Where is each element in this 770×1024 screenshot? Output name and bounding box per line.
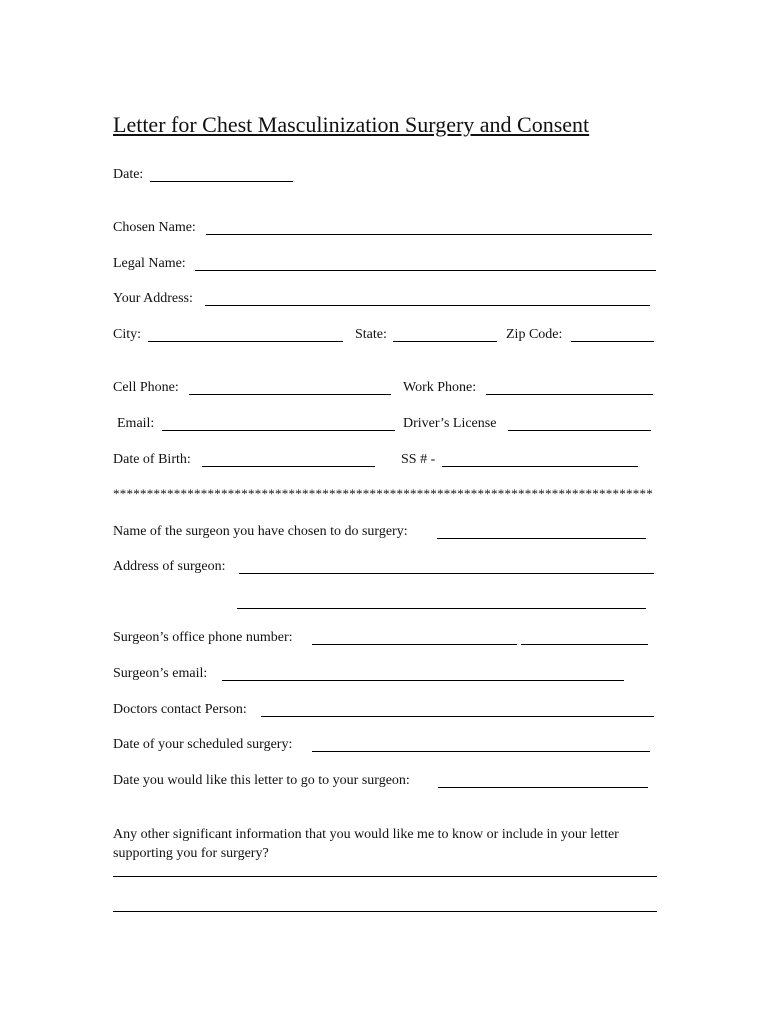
cell-phone-label: Cell Phone:: [113, 380, 179, 395]
chosen-name-field[interactable]: [206, 234, 652, 235]
city-field[interactable]: [148, 341, 343, 342]
chosen-name-label: Chosen Name:: [113, 220, 196, 235]
drivers-license-label: Driver’s License: [403, 416, 497, 431]
address-label: Your Address:: [113, 291, 193, 306]
surgeon-name-label: Name of the surgeon you have chosen to do surgery:: [113, 524, 408, 539]
date-field[interactable]: [150, 181, 293, 182]
legal-name-label: Legal Name:: [113, 256, 186, 271]
state-label: State:: [355, 327, 387, 342]
drivers-license-field[interactable]: [508, 430, 651, 431]
page-title: Letter for Chest Masculinization Surgery and Consent: [113, 112, 590, 137]
surgeon-phone-label: Surgeon’s office phone number:: [113, 630, 293, 645]
surgeon-address-label: Address of surgeon:: [113, 559, 226, 574]
ss-label: SS # -: [401, 452, 436, 467]
surgeon-name-field[interactable]: [437, 538, 646, 539]
work-phone-field[interactable]: [486, 394, 653, 395]
other-info-field-2[interactable]: [113, 911, 657, 912]
city-label: City:: [113, 327, 142, 342]
state-field[interactable]: [393, 341, 497, 342]
other-info-label: Any other significant information that you would like me to know or include in your letter supporting you for surgery?: [113, 827, 619, 861]
contact-person-field[interactable]: [261, 716, 654, 717]
surgery-date-field[interactable]: [312, 751, 650, 752]
ss-field[interactable]: [442, 466, 638, 467]
surgeon-address-field[interactable]: [239, 573, 654, 574]
zip-label: Zip Code:: [506, 327, 563, 342]
surgeon-email-label: Surgeon’s email:: [113, 666, 208, 681]
date-label: Date:: [113, 167, 144, 182]
letter-date-label: Date you would like this letter to go to your surgeon:: [113, 773, 410, 788]
surgeon-phone-field-2[interactable]: [521, 644, 648, 645]
letter-date-field[interactable]: [438, 787, 648, 788]
surgeon-email-field[interactable]: [222, 680, 624, 681]
other-info-field-1[interactable]: [113, 876, 657, 877]
work-phone-label: Work Phone:: [403, 380, 477, 395]
email-field[interactable]: [162, 430, 395, 431]
email-label: Email:: [117, 416, 155, 431]
asterisk-divider: ********************************************************************************: [113, 486, 653, 501]
zip-field[interactable]: [571, 341, 654, 342]
contact-person-label: Doctors contact Person:: [113, 702, 247, 717]
cell-phone-field[interactable]: [189, 394, 391, 395]
surgeon-phone-field[interactable]: [312, 644, 517, 645]
dob-field[interactable]: [202, 466, 375, 467]
surgeon-address-field-2[interactable]: [237, 608, 646, 609]
address-field[interactable]: [205, 305, 650, 306]
dob-label: Date of Birth:: [113, 452, 191, 467]
surgery-date-label: Date of your scheduled surgery:: [113, 737, 293, 752]
legal-name-field[interactable]: [195, 270, 656, 271]
